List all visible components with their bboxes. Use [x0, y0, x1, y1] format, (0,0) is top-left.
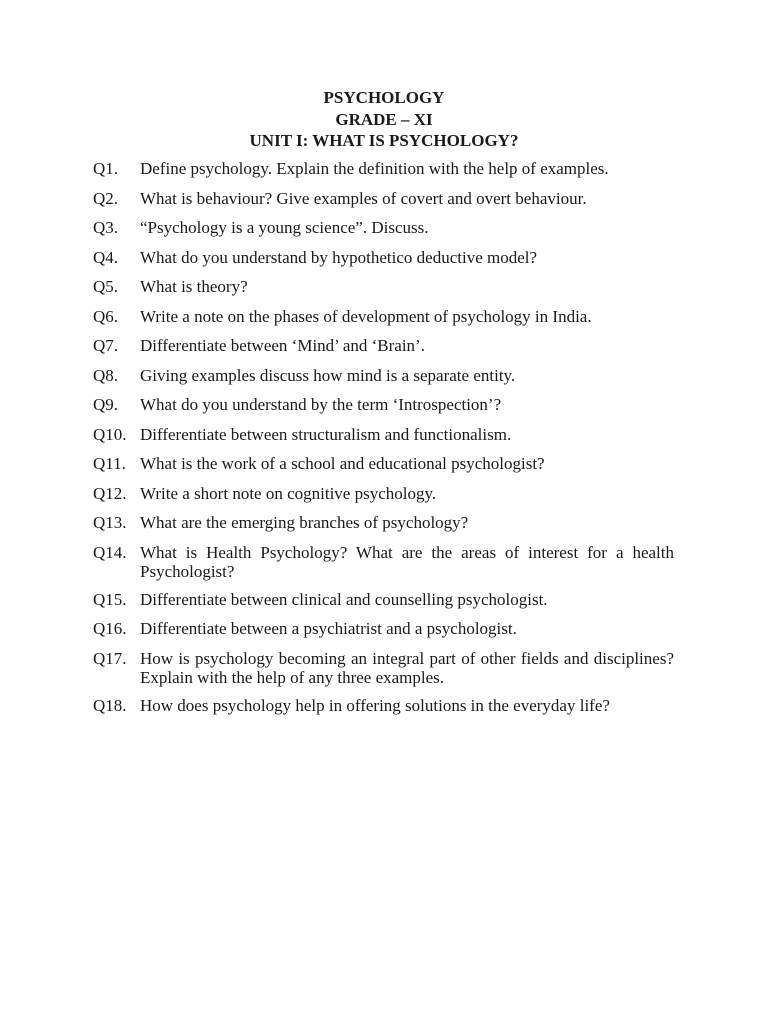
- question-item: [93, 590, 674, 609]
- unit-title: UNIT I: WHAT IS PSYCHOLOGY?: [249, 131, 519, 150]
- question-item: [93, 395, 674, 414]
- question-number: Q6.: [93, 306, 119, 326]
- question-text: What is the work of a school and educational psychologist?: [140, 454, 545, 473]
- question-item: [93, 543, 674, 581]
- question-item: [93, 159, 674, 178]
- question-item: [93, 189, 674, 208]
- question-number: Q8.: [93, 365, 119, 385]
- question-item: [93, 248, 674, 267]
- question-item: [93, 277, 674, 296]
- question-text: Giving examples discuss how mind is a separate entity.: [140, 365, 516, 385]
- question-number: Q4.: [93, 247, 119, 267]
- question-text: Differentiate between ‘Mind’ and ‘Brain’.: [140, 336, 425, 355]
- question-number: Q1.: [93, 159, 119, 178]
- question-text: Differentiate between structuralism and functionalism.: [140, 424, 512, 444]
- question-text: How is psychology becoming an integral part of other fields and disciplines? Explain with the help of any three examples.: [140, 648, 674, 687]
- question-text: What do you understand by the term ‘Introspection’?: [140, 395, 502, 414]
- question-number: Q14.: [93, 542, 127, 562]
- question-text: “Psychology is a young science”. Discuss.: [140, 218, 429, 237]
- question-item: [93, 619, 674, 638]
- question-text: Write a note on the phases of development of psychology in India.: [140, 306, 592, 326]
- question-number: Q9.: [93, 395, 119, 414]
- question-text: Differentiate between clinical and counselling psychologist.: [140, 589, 548, 609]
- question-text: Define psychology. Explain the definition with the help of examples.: [140, 159, 609, 178]
- question-number: Q2.: [93, 188, 119, 208]
- grade-title: GRADE – XI: [335, 109, 433, 129]
- question-item: [93, 649, 674, 687]
- question-item: [93, 454, 674, 473]
- question-text: Write a short note on cognitive psychology.: [140, 483, 437, 503]
- question-list: [93, 159, 674, 725]
- question-number: Q13.: [93, 513, 127, 532]
- question-text: What is theory?: [140, 277, 248, 296]
- question-number: Q18.: [93, 695, 127, 715]
- question-text: Differentiate between a psychiatrist and a psychologist.: [140, 619, 517, 638]
- question-item: [93, 513, 674, 532]
- subject-title: PSYCHOLOGY: [323, 88, 445, 107]
- question-number: Q15.: [93, 589, 127, 609]
- question-number: Q17.: [93, 648, 127, 668]
- question-number: Q12.: [93, 483, 127, 503]
- question-item: [93, 425, 674, 444]
- document-header: [0, 87, 768, 152]
- question-text: What is Health Psychology? What are the areas of interest for a health Psychologist?: [140, 542, 674, 581]
- question-item: [93, 218, 674, 237]
- question-item: [93, 366, 674, 385]
- question-number: Q11.: [93, 454, 126, 473]
- question-item: [93, 696, 674, 715]
- question-number: Q7.: [93, 336, 119, 355]
- question-number: Q5.: [93, 277, 119, 296]
- question-item: [93, 336, 674, 355]
- question-number: Q16.: [93, 619, 127, 638]
- question-text: What is behaviour? Give examples of covert and overt behaviour.: [140, 188, 587, 208]
- question-number: Q10.: [93, 424, 127, 444]
- question-number: Q3.: [93, 218, 119, 237]
- question-text: What are the emerging branches of psychology?: [140, 513, 469, 532]
- question-text: How does psychology help in offering solutions in the everyday life?: [140, 695, 610, 715]
- question-item: [93, 484, 674, 503]
- question-item: [93, 307, 674, 326]
- question-text: What do you understand by hypothetico deductive model?: [140, 247, 538, 267]
